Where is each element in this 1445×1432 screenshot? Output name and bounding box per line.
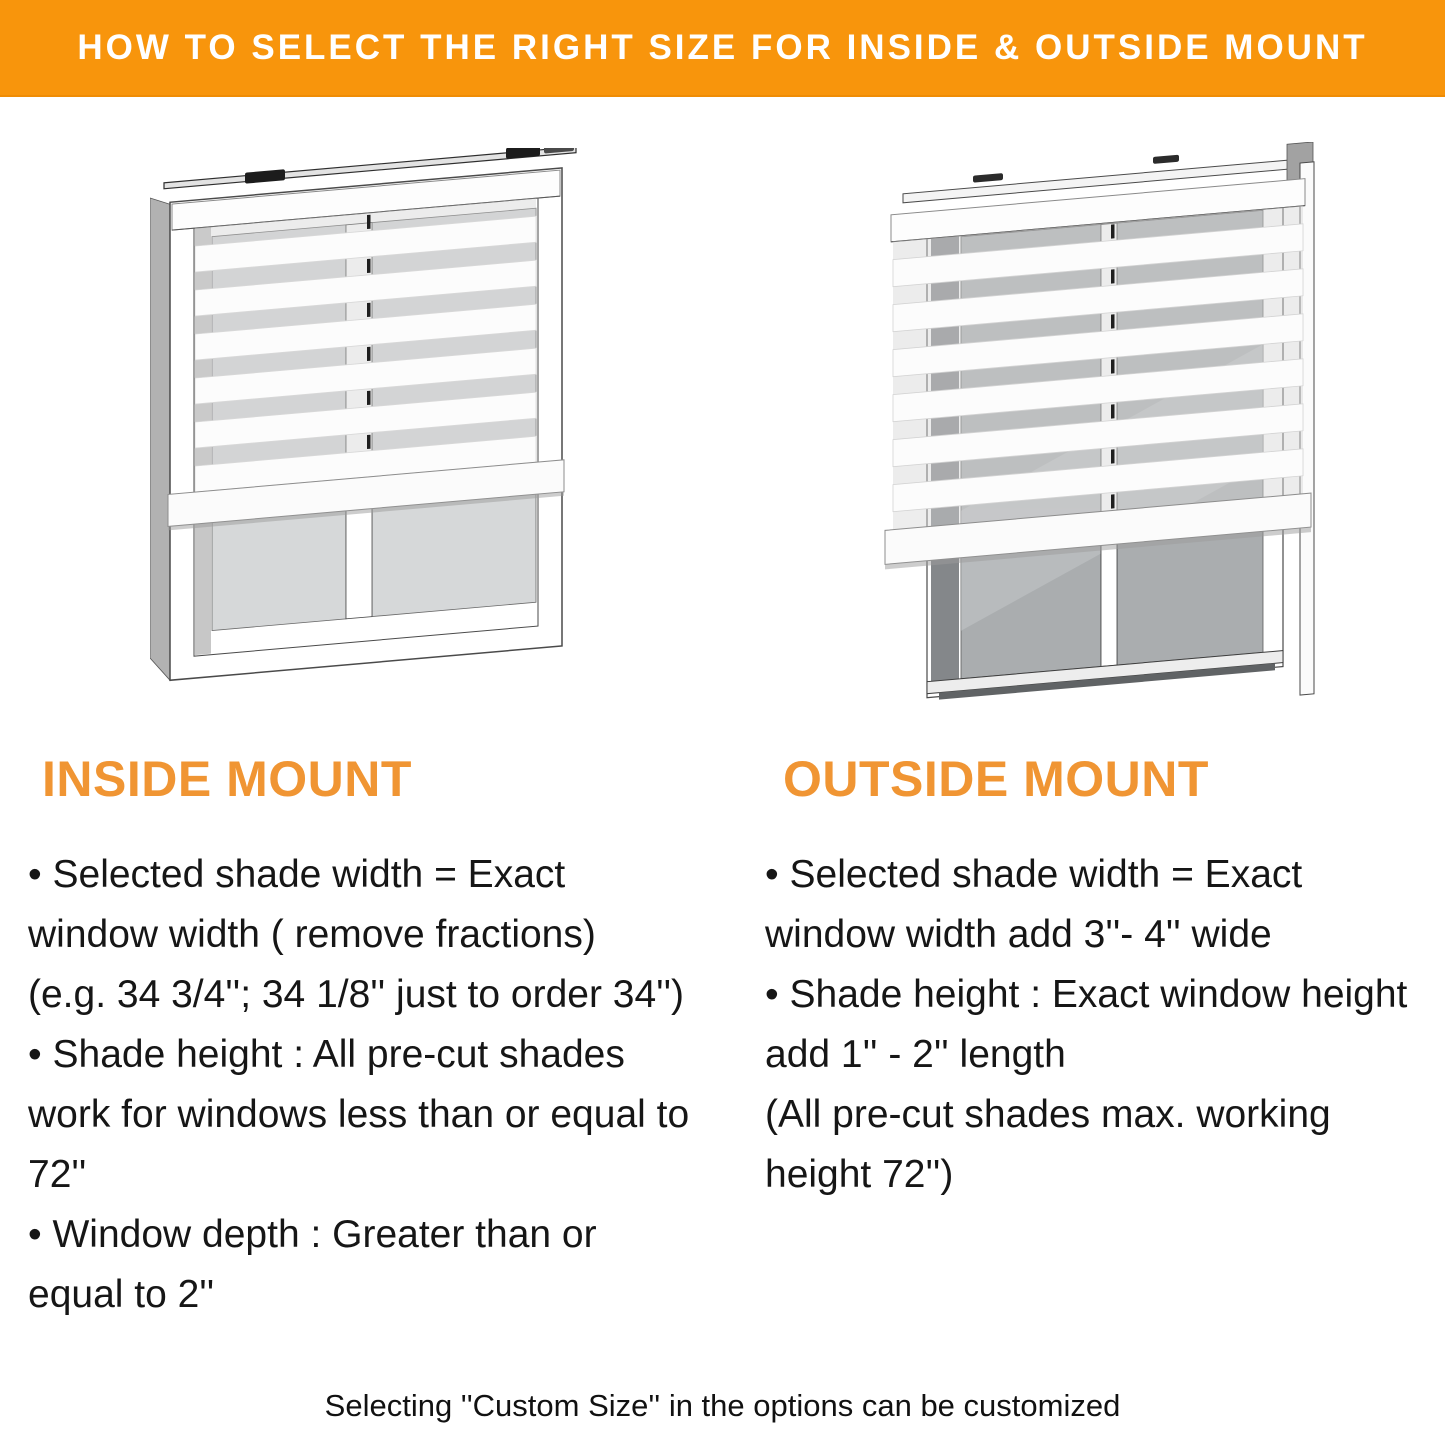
spec-line: (All pre-cut shades max. working bbox=[765, 1093, 1331, 1136]
spec-line: add 1'' - 2'' length bbox=[765, 1033, 1066, 1076]
spec-line: (e.g. 34 3/4''; 34 1/8'' just to order 34'') bbox=[28, 973, 685, 1016]
window-blind-outside-graphic bbox=[855, 142, 1335, 727]
spec-line: 72'' bbox=[28, 1153, 87, 1196]
spec-line: height 72'') bbox=[765, 1153, 954, 1196]
spec-line: equal to 2'' bbox=[28, 1273, 215, 1316]
spec-line: • Selected shade width = Exact bbox=[28, 853, 566, 896]
inside-mount-heading: INSIDE MOUNT bbox=[42, 751, 412, 807]
spec-line: window width add 3''- 4'' wide bbox=[765, 913, 1272, 956]
spec-line: • Shade height : All pre-cut shades bbox=[28, 1033, 625, 1076]
window-blind-inside-graphic bbox=[150, 148, 620, 723]
top-banner bbox=[0, 0, 1445, 97]
spec-line: window width ( remove fractions) bbox=[28, 913, 596, 956]
spec-line: work for windows less than or equal to bbox=[28, 1093, 690, 1136]
spec-line: • Window depth : Greater than or bbox=[28, 1213, 597, 1256]
outside-mount-heading: OUTSIDE MOUNT bbox=[783, 751, 1209, 807]
outside-mount-illustration bbox=[855, 142, 1335, 727]
banner-title: HOW TO SELECT THE RIGHT SIZE FOR INSIDE & OUTSIDE MOUNT bbox=[77, 27, 1368, 67]
inside-mount-illustration bbox=[150, 148, 620, 723]
spec-line: • Shade height : Exact window height bbox=[765, 973, 1408, 1016]
outside-mount-specs bbox=[765, 845, 1425, 1205]
spec-line: • Selected shade width = Exact bbox=[765, 853, 1303, 896]
footer-note: Selecting ''Custom Size'' in the options can be customized bbox=[324, 1388, 1121, 1423]
inside-mount-specs bbox=[28, 845, 738, 1325]
